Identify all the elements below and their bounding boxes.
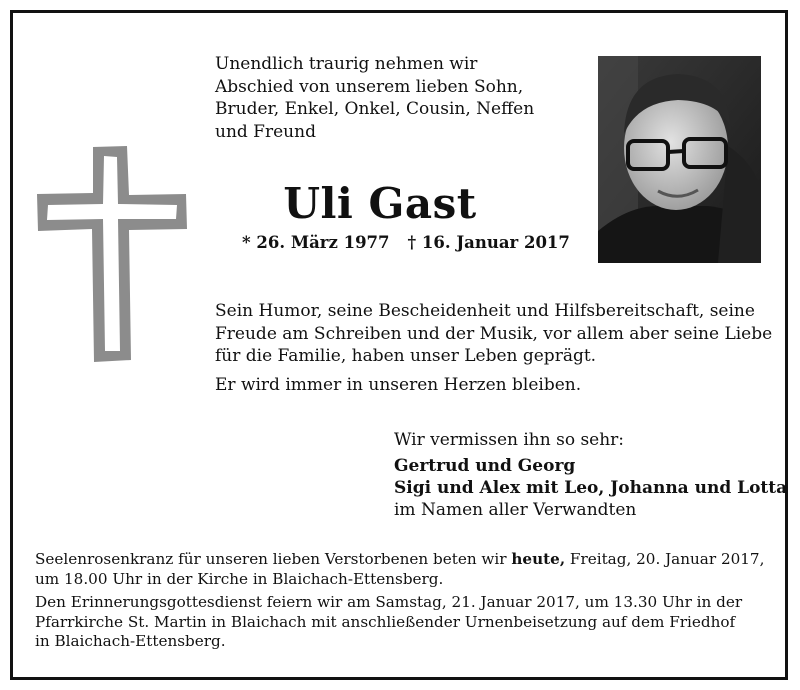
cross-icon — [36, 145, 188, 363]
service-line-2: Pfarrkirche St. Martin in Blaichach mit anschließender Urnenbeisetzung auf dem Friedhof — [35, 612, 736, 631]
service-line-3: in Blaichach-Ettensberg. — [35, 632, 226, 650]
rosary-text-before: Seelenrosenkranz für unseren lieben Verstorbenen beten wir — [35, 550, 512, 568]
life-dates — [200, 232, 580, 254]
intro-line: und Freund — [215, 121, 316, 142]
relatives-line: im Namen aller Verwandten — [394, 500, 637, 520]
rosary-line-2: um 18.00 Uhr in der Kirche in Blaichach-Ettensberg. — [35, 569, 444, 588]
intro-line: Unendlich traurig nehmen wir — [215, 54, 478, 74]
birth-date: * 26. März 1977 — [242, 233, 390, 252]
intro-line: Bruder, Enkel, Onkel, Cousin, Neffen — [215, 99, 535, 119]
tribute-line: Sein Humor, seine Bescheidenheit und Hilfsbereitschaft, seine — [215, 301, 755, 321]
mourners-list — [394, 455, 787, 521]
rosary-line-1 — [35, 550, 768, 570]
tribute-line: Freude am Schreiben und der Musik, vor allem aber seine Liebe — [215, 323, 773, 344]
rosary-today: heute, — [511, 550, 566, 568]
closing-line: Er wird immer in unseren Herzen bleiben. — [215, 375, 582, 395]
family-2: Sigi und Alex mit Leo, Johanna und Lotta — [394, 478, 788, 498]
rosary-text-after: Freitag, 20. Januar 2017, — [565, 550, 765, 568]
signoff: Wir vermissen ihn so sehr: — [394, 430, 625, 450]
portrait-photo — [598, 56, 761, 263]
death-date: † 16. Januar 2017 — [407, 233, 570, 252]
service-line-1: Den Erinnerungsgottesdienst feiern wir am Samstag, 21. Januar 2017, um 13.30 Uhr in der — [35, 593, 743, 611]
tribute-text — [215, 300, 773, 368]
deceased-name: Uli Gast — [283, 179, 477, 228]
intro-line: Abschied von unserem lieben Sohn, — [215, 76, 524, 97]
tribute-line: für die Familie, haben unser Leben geprägt. — [215, 346, 597, 366]
rosary-notice — [35, 550, 768, 589]
service-notice — [35, 593, 768, 652]
intro-text — [215, 53, 537, 143]
family-1: Gertrud und Georg — [394, 456, 576, 476]
